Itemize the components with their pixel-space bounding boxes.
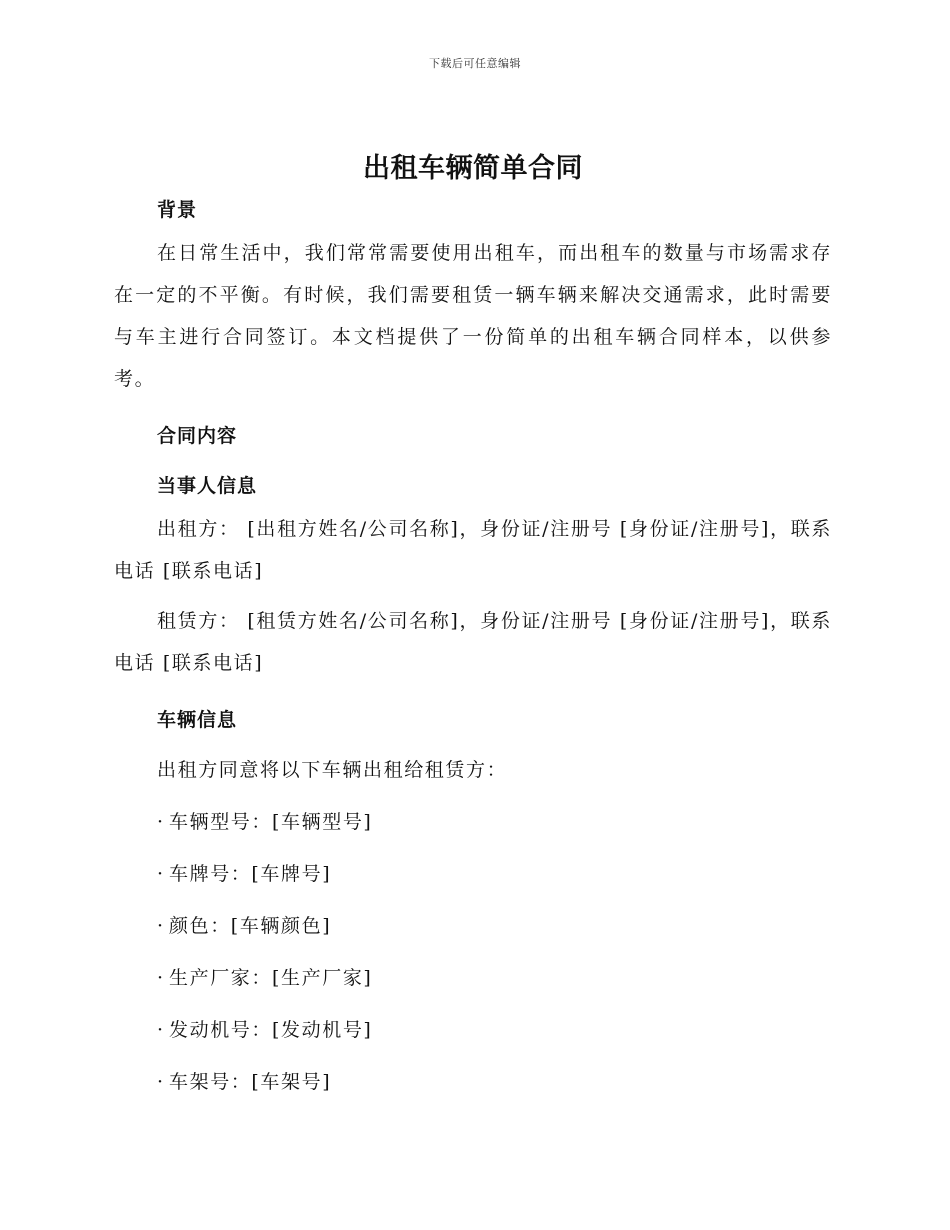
- bullet-icon: ·: [157, 1071, 165, 1093]
- background-paragraph: 在日常生活中，我们常常需要使用出租车，而出租车的数量与市场需求存在一定的不平衡。有时候，我们需要租赁一辆车辆来解决交通需求，此时需要与车主进行合同签订。本文档提供了一份简单的出租车辆合同样本，以供参考。: [114, 242, 832, 390]
- lessor-info: 出租方： [出租方姓名/公司名称]，身份证/注册号 [身份证/注册号]，联系电话 [联系电话]: [114, 518, 832, 582]
- list-item: [114, 964, 832, 992]
- list-item: [114, 860, 832, 888]
- chassis-number: 车架号：[车架号]: [169, 1071, 332, 1093]
- license-plate: 车牌号：[车牌号]: [169, 863, 332, 885]
- section-heading-parties: 当事人信息: [157, 475, 258, 497]
- bullet-icon: ·: [157, 811, 165, 833]
- manufacturer: 生产厂家：[生产厂家]: [169, 967, 373, 989]
- vehicle-intro: 出租方同意将以下车辆出租给租赁方：: [157, 759, 508, 781]
- bullet-icon: ·: [157, 967, 165, 989]
- section-heading-background: 背景: [157, 199, 198, 221]
- vehicle-color: 颜色：[车辆颜色]: [169, 915, 332, 937]
- document-title: 出租车辆简单合同: [363, 153, 583, 184]
- document-body: [114, 150, 832, 1096]
- list-item: [114, 1016, 832, 1044]
- list-item: [114, 1068, 832, 1096]
- section-heading-vehicle: 车辆信息: [157, 709, 238, 731]
- vehicle-info-list: [114, 808, 832, 1096]
- engine-number: 发动机号：[发动机号]: [169, 1019, 373, 1041]
- list-item: [114, 808, 832, 836]
- header-note: 下载后可任意编辑: [429, 57, 521, 70]
- bullet-icon: ·: [157, 1019, 165, 1041]
- vehicle-model: 车辆型号：[车辆型号]: [169, 811, 373, 833]
- bullet-icon: ·: [157, 863, 165, 885]
- lessee-info: 租赁方： [租赁方姓名/公司名称]，身份证/注册号 [身份证/注册号]，联系电话 [联系电话]: [114, 610, 832, 674]
- bullet-icon: ·: [157, 915, 165, 937]
- section-heading-contract-content: 合同内容: [157, 425, 238, 447]
- list-item: [114, 912, 832, 940]
